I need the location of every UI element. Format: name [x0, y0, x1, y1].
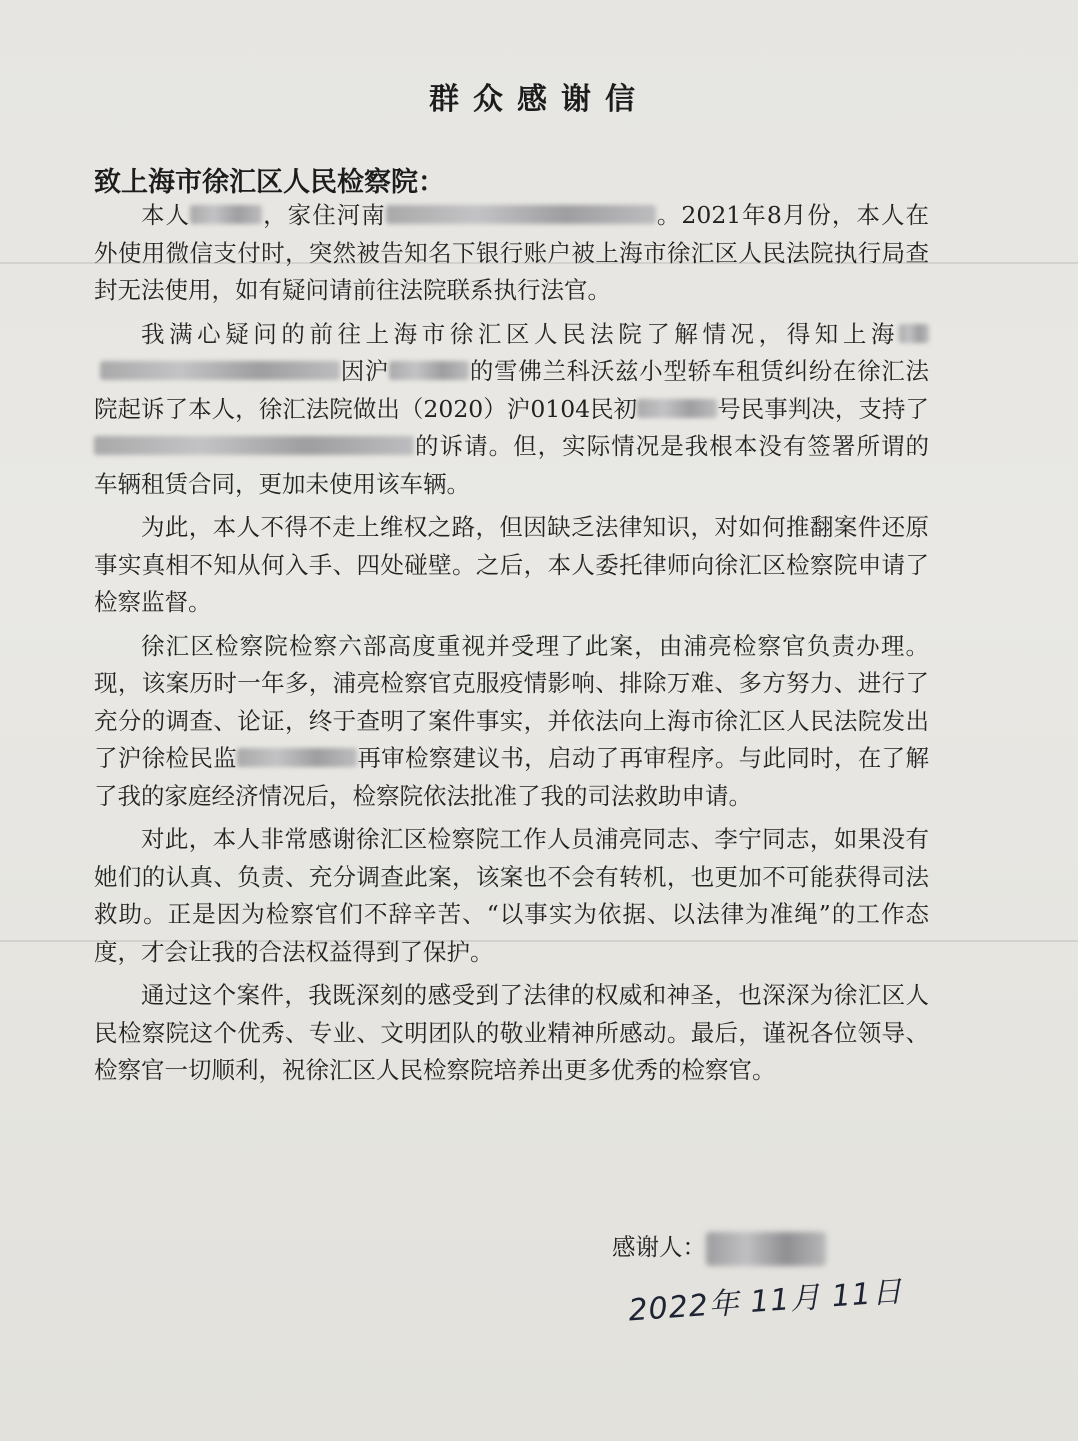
redacted-company: [94, 436, 414, 455]
redacted-case-number: [237, 748, 357, 767]
paragraph-4: [94, 628, 929, 816]
text: 的雪佛兰科沃兹小型轿车租赁纠纷在徐汇法院起诉了本人，徐汇法院做出（2020）沪0104民初: [94, 357, 930, 423]
paragraph-1: [94, 197, 929, 310]
text: 的诉请。但，实际情况是我根本没有签署所谓的车辆租赁合同，更加未使用该车辆。: [94, 432, 929, 498]
paragraph-2: [94, 316, 929, 504]
redacted-company: [100, 361, 340, 380]
redacted-name: [190, 205, 262, 224]
redacted-signature: [706, 1232, 826, 1266]
signer-line: [612, 1228, 826, 1266]
handwritten-date: 2022年 11月 11日: [627, 1274, 904, 1329]
salutation: 致上海市徐汇区人民检察院：: [94, 167, 445, 198]
text: 本人: [141, 201, 191, 229]
signer-label: 感谢人：: [612, 1233, 706, 1261]
redacted-company: [899, 324, 929, 343]
letter-title: 群众感谢信: [429, 82, 649, 117]
paragraph-5: 对此，本人非常感谢徐汇区检察院工作人员浦亮同志、李宁同志，如果没有她们的认真、负责、充分调查此案，该案也不会有转机，也更加不可能获得司法救助。正是因为检察官们不辞辛苦、“以事实为依据、以法律为准绳”的工作态度，才会让我的合法权益得到了保护。: [94, 825, 929, 966]
text: ，家住河南: [262, 201, 386, 229]
text: 号民事判决，支持了: [717, 394, 929, 423]
redacted-address: [386, 205, 656, 224]
paragraph-3: 为此，本人不得不走上维权之路，但因缺乏法律知识，对如何推翻案件还原事实真相不知从何入手、四处碰壁。之后，本人委托律师向徐汇区检察院申请了检察监督。: [94, 513, 929, 616]
text: 。2021年8月份，本人在外使用微信支付时，突然被告知名下银行账户被上海市徐汇区人民法院执行局查封无法使用，如有疑问请前往法院联系执行法官。: [94, 201, 930, 304]
letter-body: [94, 197, 929, 1096]
redacted-case-number: [637, 399, 717, 418]
text: 徐汇区检察院检察六部高度重视并受理了此案，由浦亮检察官负责办理。现，该案历时一年多，浦亮检察官克服疫情影响、排除万难、多方努力、进行了充分的调查、论证，终于查明了案件事实，并依法向上海市徐汇区人民法院发出了沪徐检民监: [94, 631, 929, 772]
redacted-plate: [389, 361, 469, 380]
text: 因沪: [340, 357, 390, 385]
text: 再审检察建议书，启动了再审程序。与此同时，在了解了我的家庭经济情况后，检察院依法批准了我的司法救助申请。: [94, 744, 929, 810]
text: 我满心疑问的前往上海市徐汇区人民法院了解情况，得知上海: [141, 319, 899, 348]
paragraph-6: 通过这个案件，我既深刻的感受到了法律的权威和神圣，也深深为徐汇区人民检察院这个优秀、专业、文明团队的敬业精神所感动。最后，谨祝各位领导、检察官一切顺利，祝徐汇区人民检察院培养出更多优秀的检察官。: [94, 981, 929, 1084]
